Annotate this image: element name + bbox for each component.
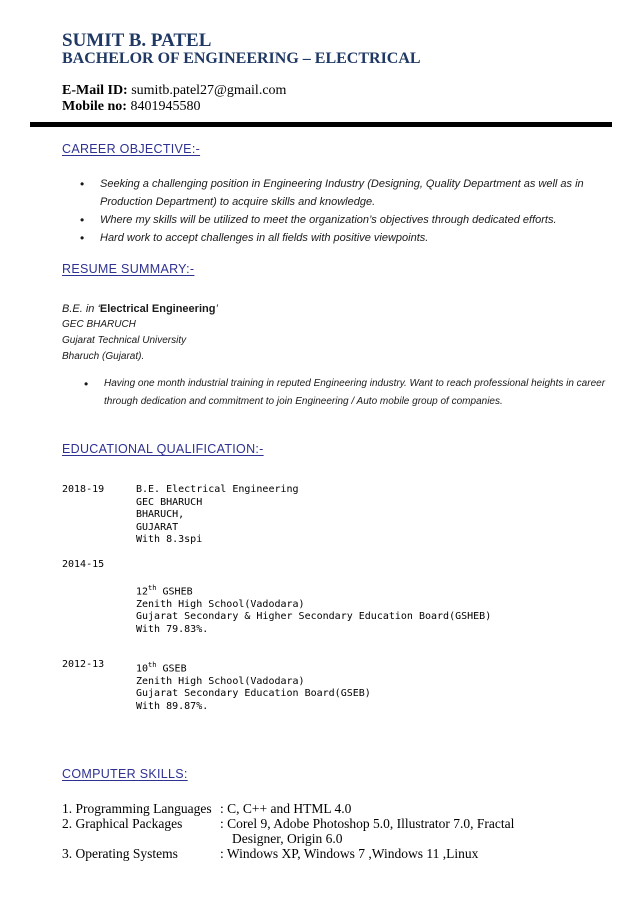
education-entry-2 bbox=[136, 582, 491, 636]
skill-value-2-continued: Designer, Origin 6.0 bbox=[232, 831, 343, 846]
education-line: With 79.83%. bbox=[136, 623, 209, 635]
mobile-value: 8401945580 bbox=[130, 99, 201, 114]
education-line: GUJARAT bbox=[136, 521, 179, 533]
education-grade-suffix: th bbox=[148, 661, 157, 669]
email-label: E-Mail ID: bbox=[62, 83, 128, 98]
career-objective-heading: CAREER OBJECTIVE:- bbox=[62, 142, 201, 156]
degree-title: BACHELOR OF ENGINEERING – ELECTRICAL bbox=[62, 50, 421, 67]
education-line: With 89.87%. bbox=[136, 700, 209, 712]
education-board: GSHEB bbox=[156, 586, 193, 598]
education-grade: 12 bbox=[136, 586, 149, 598]
skill-value-2: : Corel 9, Adobe Photoshop 5.0, Illustrator 7.0, Fractal bbox=[220, 816, 515, 831]
summary-degree bbox=[62, 301, 218, 317]
education-year-3: 2012-13 bbox=[62, 659, 105, 670]
skill-value-3: : Windows XP, Windows 7 ,Windows 11 ,Linux bbox=[220, 846, 479, 861]
mobile-line bbox=[62, 99, 200, 115]
computer-skills-heading: COMPUTER SKILLS: bbox=[62, 767, 188, 781]
list-item: • Seeking a challenging position in Engineering Industry (Designing, Quality Department as well as in Production Department) to acquire skills and knowledge. bbox=[80, 175, 610, 211]
list-item: • Where my skills will be utilized to meet the organization’s objectives through dedicated efforts. bbox=[80, 211, 610, 229]
resume-summary-list bbox=[84, 375, 610, 411]
education-entry-3 bbox=[136, 659, 371, 713]
skill-label-2: 2. Graphical Packages bbox=[62, 816, 183, 831]
education-year-1: 2018-19 bbox=[62, 484, 105, 495]
education-line: Gujarat Secondary Education Board(GSEB) bbox=[136, 688, 371, 700]
education-grade: 10 bbox=[136, 663, 149, 675]
summary-degree-field: Electrical Engineering bbox=[99, 303, 216, 315]
education-line: Zenith High School(Vadodara) bbox=[136, 598, 305, 610]
education-board: GSEB bbox=[156, 663, 187, 675]
summary-college: GEC BHARUCH bbox=[62, 319, 136, 330]
education-line bbox=[136, 582, 491, 599]
skill-label-3: 3. Operating Systems bbox=[62, 846, 178, 861]
summary-degree-suffix: ’ bbox=[215, 303, 218, 315]
education-line: With 8.3spi bbox=[136, 534, 203, 545]
education-year-2: 2014-15 bbox=[62, 559, 105, 570]
education-line: Zenith High School(Vadodara) bbox=[136, 675, 305, 687]
education-entry-1 bbox=[136, 484, 299, 547]
list-item: • Hard work to accept challenges in all fields with positive viewpoints. bbox=[80, 229, 610, 247]
resume-summary-heading: RESUME SUMMARY:- bbox=[62, 262, 195, 276]
mobile-label: Mobile no: bbox=[62, 99, 127, 114]
career-objective-list bbox=[80, 175, 610, 247]
education-grade-suffix: th bbox=[148, 584, 157, 592]
header-divider bbox=[30, 122, 612, 127]
education-line bbox=[136, 659, 371, 676]
skill-label-1: 1. Programming Languages bbox=[62, 801, 212, 816]
resume-summary-details bbox=[62, 301, 218, 365]
email-value: sumitb.patel27@gmail.com bbox=[131, 83, 287, 98]
summary-degree-prefix: B.E. in ‘ bbox=[62, 303, 100, 315]
email-line bbox=[62, 83, 286, 99]
candidate-name: SUMIT B. PATEL bbox=[62, 30, 212, 51]
summary-location: Bharuch (Gujarat). bbox=[62, 351, 145, 362]
skill-value-1: : C, C++ and HTML 4.0 bbox=[220, 801, 352, 816]
education-line: B.E. Electrical Engineering bbox=[136, 484, 299, 495]
education-line: Gujarat Secondary & Higher Secondary Education Board(GSHEB) bbox=[136, 611, 492, 623]
list-item: • Having one month industrial training in reputed Engineering industry. Want to reach professional heights in career through dedication and commitment to join Engineering / Auto mobile group of companies. bbox=[84, 375, 610, 411]
summary-university: Gujarat Technical University bbox=[62, 335, 187, 346]
education-line: BHARUCH, bbox=[136, 509, 185, 520]
education-line: GEC BHARUCH bbox=[136, 496, 203, 508]
education-heading: EDUCATIONAL QUALIFICATION:- bbox=[62, 442, 264, 456]
